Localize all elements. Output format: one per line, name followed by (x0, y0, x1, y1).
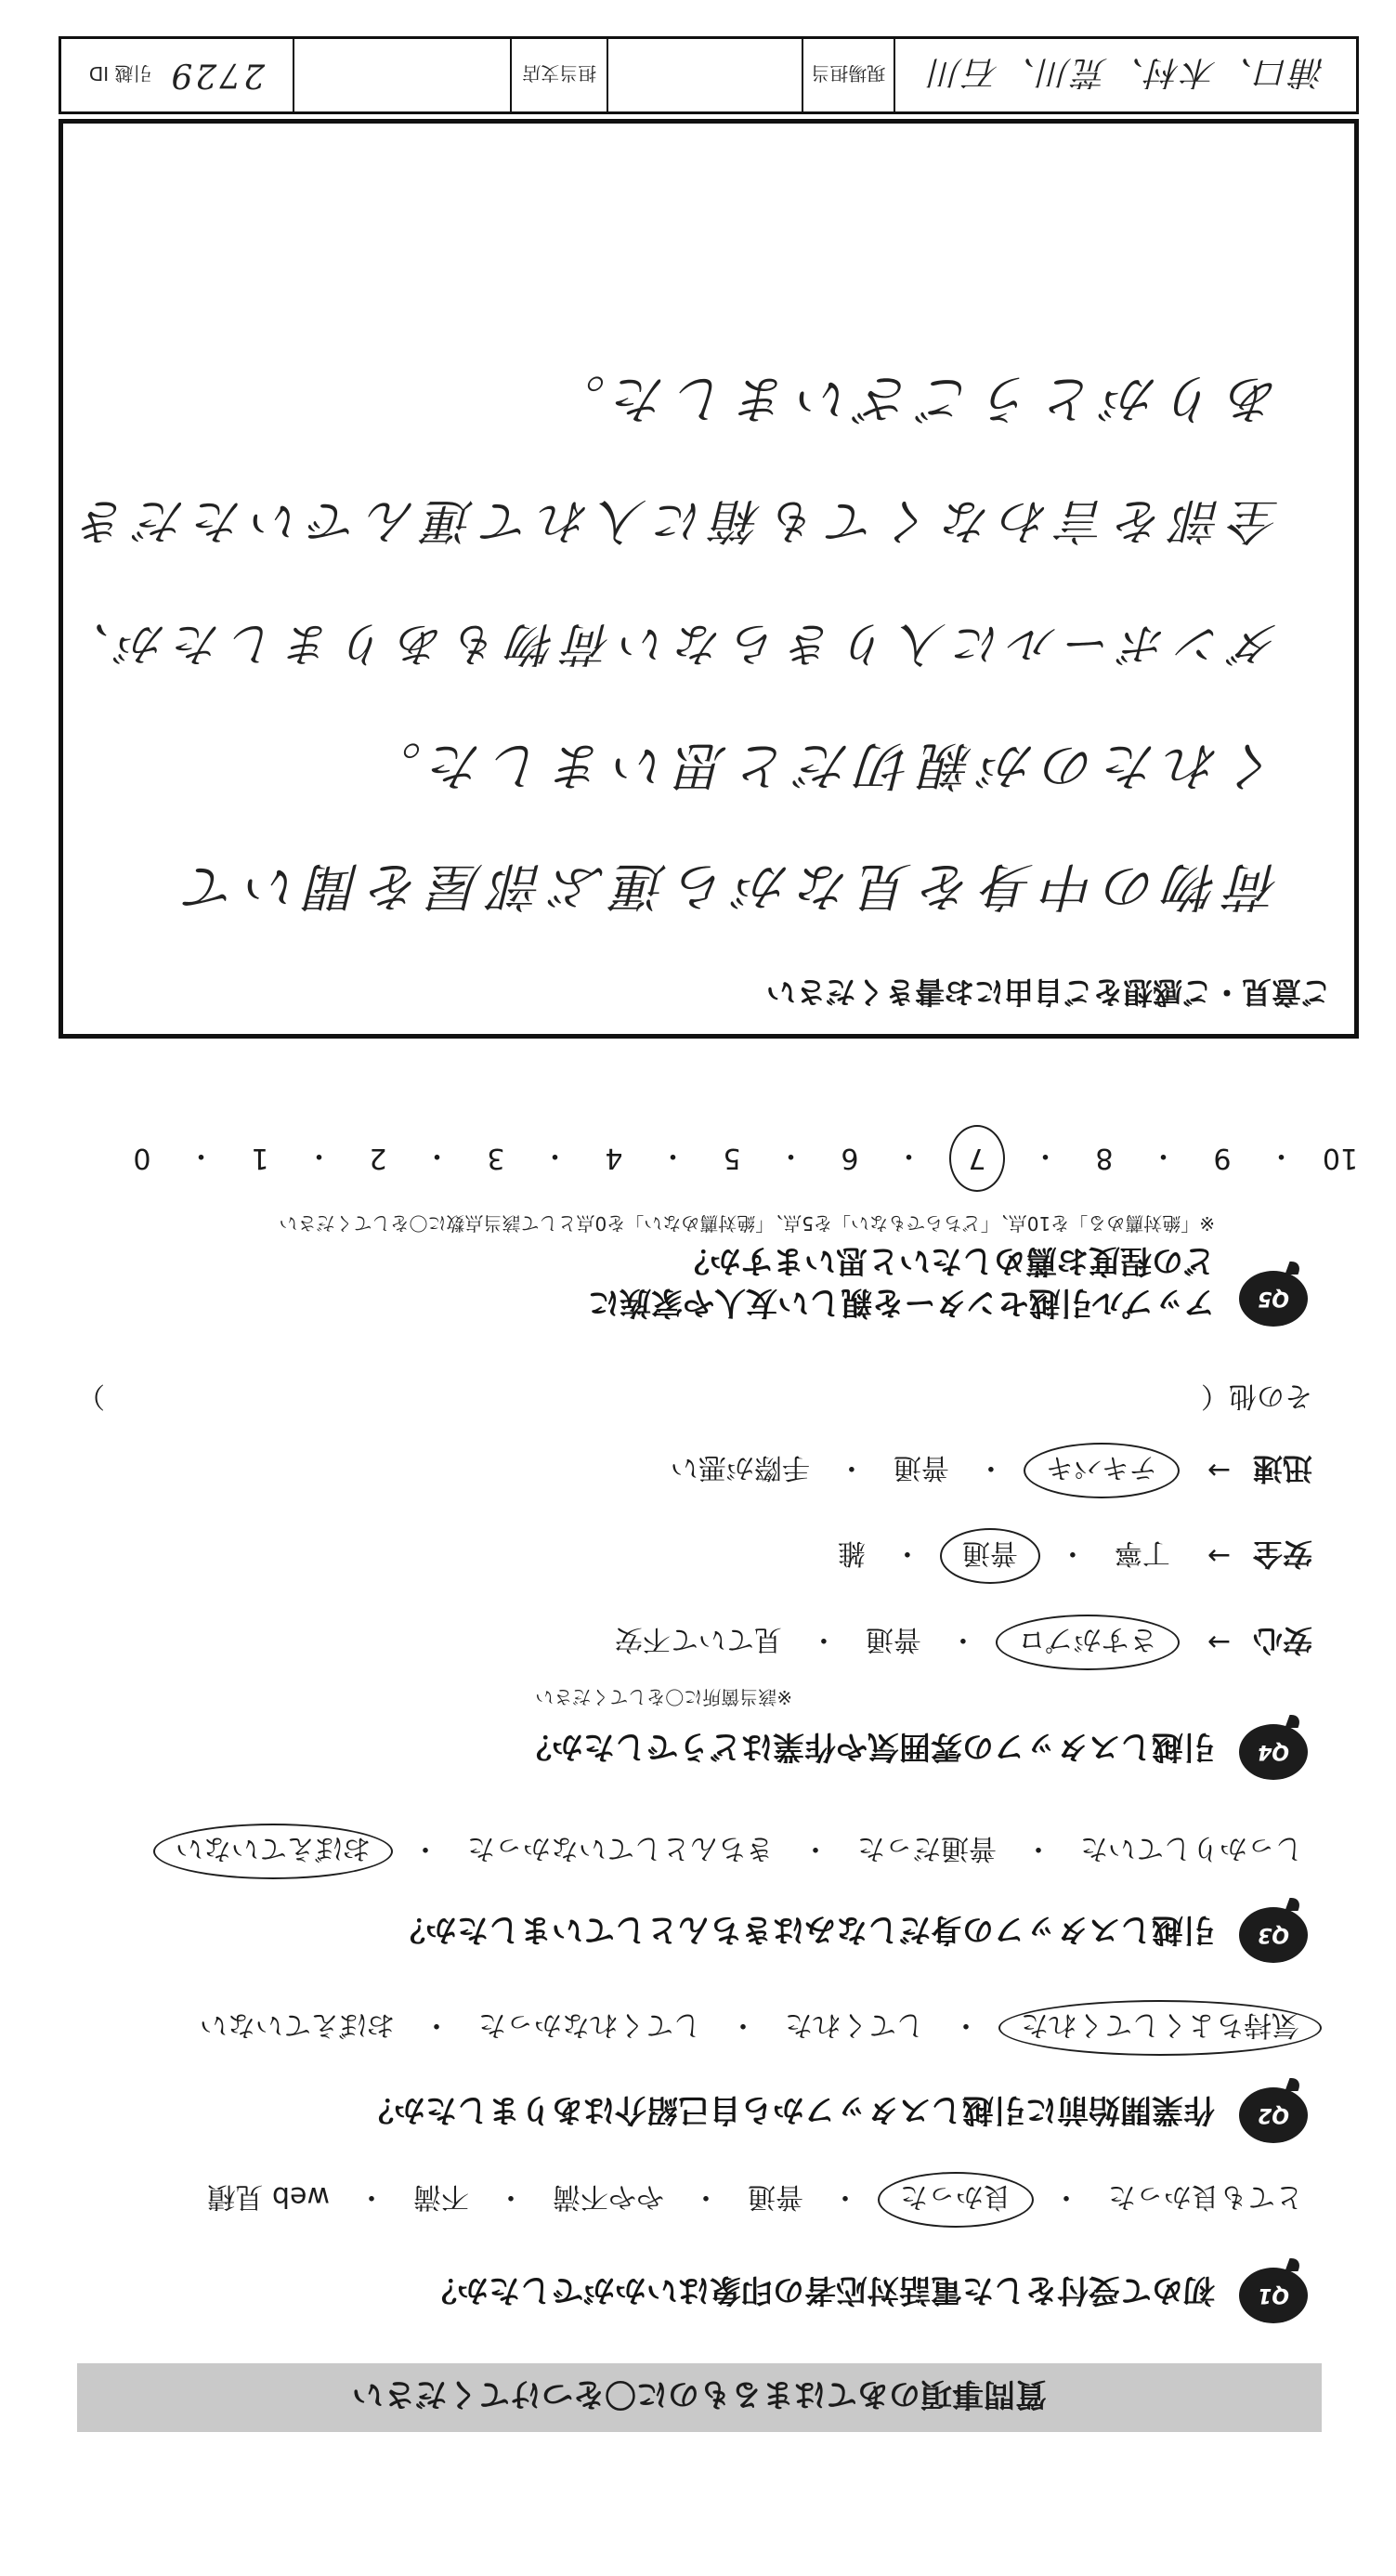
id-strip-leader-value-cell (607, 39, 801, 111)
q4-jinsoku-option-brisk-selected[interactable]: テキパキ (1024, 1443, 1180, 1498)
q5-scale-9[interactable]: 9 (1213, 1142, 1232, 1175)
arrow-right-icon: → (1207, 1626, 1231, 1659)
id-strip-leader-label-cell (802, 39, 894, 111)
q3-option-normal[interactable]: 普通だった (857, 1832, 997, 1864)
q2-badge: Q2 (1239, 2087, 1308, 2143)
q3-option-neat[interactable]: しっかりしていた (1080, 1832, 1303, 1864)
instruction-band: 質問事項のあてはまるものに〇をつけてください (77, 2363, 1322, 2432)
id-strip-id-cell (61, 39, 293, 111)
comment-line: くれたのが親切だと思いました。 (360, 735, 1280, 795)
id-label: 引越 ID (88, 62, 152, 85)
q3-option-dont-remember-selected[interactable]: おぼえていない (153, 1824, 393, 1879)
q2-option-pleasant-selected[interactable]: 気持ちよくしてくれた (998, 2000, 1322, 2056)
q4-anzen-option-rough[interactable]: 雑 (837, 1536, 866, 1569)
q3-question: 引越しスタッフの身だしなみはきちんとしていましたか？ (394, 1911, 1215, 1948)
q5-scale-3[interactable]: 3 (487, 1142, 505, 1175)
q5-badge: Q5 (1239, 1271, 1308, 1327)
q5-scale-5[interactable]: 5 (723, 1142, 741, 1175)
q3-options: しっかりしていた ・ 普通だった ・ きちんとしていなかった ・ おぼえていない (153, 1824, 1312, 1879)
q4-anshin-option-uneasy[interactable]: 見ていて不安 (614, 1623, 782, 1655)
q2-options: 気持ちよくしてくれた ・ してくれた ・ してくれなかった ・ おぼえていない (190, 2000, 1322, 2056)
arrow-right-icon: → (1207, 1539, 1231, 1573)
comment-line: 荷物の中身を見ながら運ぶ部屋を聞いて (176, 856, 1280, 916)
q5-scale-0[interactable]: 0 (133, 1142, 151, 1175)
q3-option-not-neat[interactable]: きちんとしていなかった (467, 1832, 774, 1864)
q5-scale-1[interactable]: 1 (251, 1142, 269, 1175)
q4-row-anshin: 安心 → さすがプロ ・ 普通 ・ 見ていて不安 (606, 1615, 1312, 1670)
q4-row-label-anzen: 安全 (1252, 1536, 1312, 1572)
q1-options: とても良かった ・ 良かった ・ 普通 ・ やや不満 ・ 不満 ・ web 見積 (198, 2172, 1312, 2228)
q4-row-anzen: 安全 → 丁寧 ・ 普通 ・ 雑 (828, 1528, 1312, 1584)
q5-scale-6[interactable]: 6 (841, 1142, 859, 1175)
q4-question: 引越しスタッフの雰囲気や作業はどうでしたか？ (520, 1728, 1215, 1765)
q5-scale: 10 ・ 9 ・ 8 ・ 7 ・ 6 ・ 5 ・ 4 ・ 3 ・ 2 ・ 1 ・ 0 (124, 1125, 1359, 1192)
id-strip-branch-label-cell (510, 39, 607, 111)
q5-note: ※「絶対薦める」を10点、「どちらでもない」を5点、「絶対薦めない」を0点として該当点数に〇をしてください (279, 1212, 1215, 1235)
q3-badge: Q3 (1239, 1907, 1308, 1963)
q5-scale-8[interactable]: 8 (1095, 1142, 1114, 1175)
q4-other-label: その他（ (1201, 1380, 1312, 1412)
branch-label: 担当支店 (522, 62, 597, 85)
q5-question-line2: どの程度お薦めしたいと思いますか？ (678, 1242, 1215, 1279)
q4-row-label-jinsoku: 迅速 (1252, 1451, 1312, 1486)
q4-jinsoku-option-clumsy[interactable]: 手際が悪い (670, 1451, 810, 1484)
comment-line: ダンボールに入りきらない荷物もありましたが、 (54, 617, 1280, 671)
q5-scale-10[interactable]: 10 (1322, 1142, 1359, 1175)
q4-row-label-anshin: 安心 (1252, 1623, 1312, 1658)
q1-option-web-estimate[interactable]: web 見積 (207, 2180, 330, 2213)
q4-anzen-option-normal-selected[interactable]: 普通 (940, 1528, 1040, 1584)
id-strip-branch-value-cell (293, 39, 510, 111)
q1-question: 初めて受付をした電話対応者の印象はいかがでしたか？ (425, 2271, 1215, 2308)
id-strip-staff-cell (894, 39, 1356, 111)
q4-jinsoku-option-normal[interactable]: 普通 (893, 1451, 949, 1484)
q2-option-dont-remember[interactable]: おぼえていない (200, 2008, 395, 2041)
q4-anshin-option-normal[interactable]: 普通 (865, 1623, 921, 1655)
q5-scale-2[interactable]: 2 (369, 1142, 387, 1175)
q2-question: 作業開始前に引越しスタッフから自己紹介はありましたか？ (362, 2091, 1215, 2128)
arrow-right-icon: → (1207, 1454, 1231, 1487)
staff-value: 浦口、木村、荒川、石川 (926, 53, 1325, 92)
q2-option-did[interactable]: してくれた (785, 2008, 924, 2041)
q1-option-good-selected[interactable]: 良かった (878, 2172, 1034, 2228)
q1-option-dissatisfied[interactable]: 不満 (413, 2180, 469, 2213)
q1-option-very-good[interactable]: とても良かった (1108, 2180, 1303, 2213)
q5-question-line1: アップル引越センターを親しい友人や家族に (588, 1284, 1215, 1321)
q5-scale-7-selected[interactable]: 7 (949, 1125, 1005, 1192)
q4-row-other (77, 1379, 1312, 1419)
id-value: 2729 (168, 56, 266, 95)
q2-option-did-not[interactable]: してくれなかった (478, 2008, 701, 2041)
q4-other-close: ） (77, 1380, 105, 1412)
id-strip (59, 36, 1359, 114)
q4-row-jinsoku: 迅速 → テキパキ ・ 普通 ・ 手際が悪い (661, 1443, 1312, 1498)
q4-anzen-option-careful[interactable]: 丁寧 (1114, 1536, 1170, 1569)
q1-badge: Q1 (1239, 2268, 1308, 2323)
q5-scale-4[interactable]: 4 (605, 1142, 623, 1175)
comments-title: ご意見・ご感想をご自由にお書きください (765, 974, 1331, 1010)
q4-anshin-option-pro-selected[interactable]: さすがプロ (996, 1615, 1180, 1670)
q4-badge: Q4 (1239, 1724, 1308, 1780)
comment-line: 全部を言わなくても箱に入れて運んでいただき (70, 492, 1280, 548)
comment-line: ありがとうございました。 (544, 368, 1280, 428)
q1-option-somewhat-dissatisfied[interactable]: やや不満 (553, 2180, 664, 2213)
q1-option-normal[interactable]: 普通 (748, 2180, 803, 2213)
leader-label: 現場担当 (811, 62, 886, 85)
comments-box[interactable] (54, 119, 1359, 1039)
q4-note: ※該当箇所に〇をしてください (535, 1686, 792, 1708)
